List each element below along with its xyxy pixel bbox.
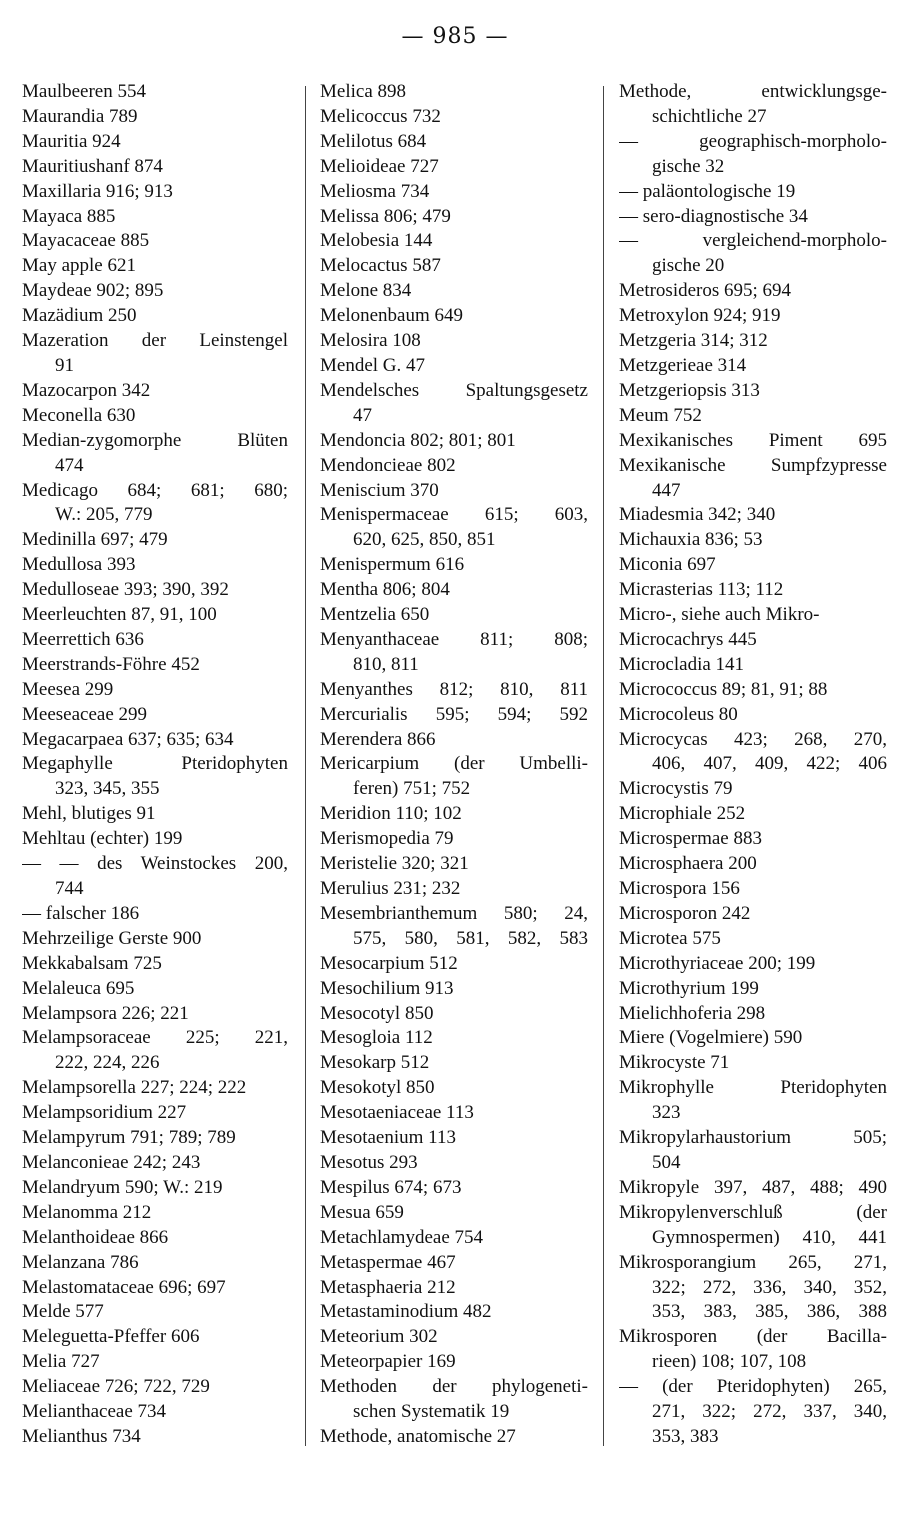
- index-entry: Miconia 697: [619, 554, 716, 576]
- index-entry: Mikropylarhaustorium 505;: [619, 1127, 887, 1149]
- index-entry: Megacarpaea 637; 635; 634: [22, 728, 234, 750]
- index-entry: Median-zygomorphe Blüten: [22, 429, 288, 451]
- index-entry: Menyanthaceae 811; 808;: [320, 628, 588, 650]
- index-entry: Mehrzeilige Gerste 900: [22, 927, 202, 949]
- index-entry: Mesembrianthemum 580; 24,: [320, 902, 588, 924]
- index-entry-continuation: 744: [55, 878, 84, 899]
- index-entry-continuation: 474: [55, 454, 84, 476]
- index-entry: Mespilus 674; 673: [320, 1176, 462, 1198]
- index-entry: Merulius 231; 232: [320, 878, 461, 899]
- index-entry: Mikrosporangium 265, 271,: [619, 1251, 887, 1273]
- index-entry: Meconella 630: [22, 404, 136, 426]
- index-entry: Miadesmia 342; 340: [619, 504, 776, 526]
- index-entry: — geographisch-morpholo-: [619, 130, 887, 152]
- index-entry-continuation: 47: [353, 404, 372, 426]
- index-entry: Methode, entwicklungsge-: [619, 81, 887, 102]
- index-entry: Medicago 684; 681; 680;: [22, 479, 288, 501]
- index-entry: Metastaminodium 482: [320, 1301, 492, 1323]
- index-entry: Melicoccus 732: [320, 105, 441, 127]
- index-entry: Mericarpium (der Umbelli-: [320, 753, 588, 775]
- index-entry: Meum 752: [619, 404, 702, 426]
- index-entry: Medinilla 697; 479: [22, 529, 168, 551]
- index-entry: Maulbeeren 554: [22, 81, 146, 102]
- index-entry: Metaspermae 467: [320, 1251, 456, 1273]
- index-entry: Metachlamydeae 754: [320, 1226, 484, 1248]
- index-column-2: [320, 80, 588, 1450]
- index-entry: Micrasterias 113; 112: [619, 579, 784, 601]
- index-entry: — falscher 186: [22, 902, 140, 924]
- index-entry: Micrococcus 89; 81, 91; 88: [619, 678, 828, 700]
- index-entry: Mayacaceae 885: [22, 230, 150, 252]
- index-entry: Maydeae 902; 895: [22, 280, 164, 302]
- index-entry: Menyanthes 812; 810, 811: [320, 678, 588, 700]
- index-entry-continuation: 91: [55, 354, 74, 376]
- index-entry: Meerrettich 636: [22, 628, 144, 650]
- index-entry-continuation: 322; 272, 336, 340, 352,: [652, 1276, 887, 1298]
- index-entry: — sero-diagnostische 34: [619, 205, 808, 227]
- index-entry: Melampsoraceae 225; 221,: [22, 1027, 288, 1049]
- index-entry: Melanthoideae 866: [22, 1226, 169, 1248]
- index-entry: Microcystis 79: [619, 778, 733, 800]
- index-entry: Mazocarpon 342: [22, 379, 151, 401]
- index-entry: Microsphaera 200: [619, 853, 757, 875]
- index-entry: Melone 834: [320, 280, 412, 302]
- index-entry: Melastomataceae 696; 697: [22, 1276, 226, 1298]
- index-entry: Mikropylenverschluß (der: [619, 1201, 887, 1223]
- index-entry: Microphiale 252: [619, 803, 746, 825]
- index-entry-continuation: gische 32: [652, 155, 725, 177]
- index-entry-continuation: 504: [652, 1151, 681, 1173]
- index-entry: Menispermaceae 615; 603,: [320, 504, 588, 526]
- index-entry: Medullosa 393: [22, 554, 136, 576]
- index-entry: Mikrosporen (der Bacilla-: [619, 1326, 887, 1348]
- index-column-1: [22, 80, 288, 1450]
- column-divider: [305, 86, 306, 1446]
- index-entry: Microcladia 141: [619, 653, 745, 675]
- index-entry: Melde 577: [22, 1301, 104, 1323]
- index-entry: Melanconieae 242; 243: [22, 1151, 201, 1173]
- index-entry: Metasphaeria 212: [320, 1276, 456, 1298]
- index-entry: Meleguetta-Pfeffer 606: [22, 1326, 200, 1348]
- index-entry: Mendoncieae 802: [320, 454, 456, 476]
- index-entry: Mentzelia 650: [320, 604, 430, 626]
- index-entry: Medulloseae 393; 390, 392: [22, 579, 229, 601]
- index-entry-continuation: Gymnospermen) 410, 441: [652, 1226, 887, 1248]
- index-entry: Micro-, siehe auch Mikro-: [619, 604, 820, 626]
- index-entry: Melandryum 590; W.: 219: [22, 1176, 223, 1198]
- index-entry: Menispermum 616: [320, 554, 465, 576]
- index-entry: Mielichhoferia 298: [619, 1002, 766, 1024]
- index-entry-continuation: 323: [652, 1102, 681, 1124]
- index-entry: Mesocotyl 850: [320, 1002, 434, 1024]
- index-entry: Metroxylon 924; 919: [619, 305, 781, 327]
- index-entry: — vergleichend-morpholo-: [619, 230, 887, 252]
- index-entry: Melanzana 786: [22, 1251, 139, 1273]
- index-entry: Melampsorella 227; 224; 222: [22, 1077, 247, 1099]
- index-entry: Mesokotyl 850: [320, 1077, 435, 1099]
- index-entry: Mesotaeniaceae 113: [320, 1102, 474, 1124]
- index-entry: Melocactus 587: [320, 255, 441, 277]
- index-entry: Mendoncia 802; 801; 801: [320, 429, 516, 451]
- index-entry: Melonenbaum 649: [320, 305, 464, 327]
- index-entry: Mentha 806; 804: [320, 579, 450, 601]
- index-entry: Melica 898: [320, 81, 407, 102]
- column-divider: [603, 86, 604, 1446]
- index-entry-continuation: 620, 625, 850, 851: [353, 529, 496, 551]
- index-entry: Merendera 866: [320, 728, 436, 750]
- index-entry: May apple 621: [22, 255, 136, 277]
- index-entry: Melampsora 226; 221: [22, 1002, 189, 1024]
- index-entry: Microspora 156: [619, 878, 740, 899]
- index-entry: Mikrocyste 71: [619, 1052, 730, 1074]
- index-entry: Metrosideros 695; 694: [619, 280, 792, 302]
- index-entry: Melilotus 684: [320, 130, 427, 152]
- index-entry-continuation: 353, 383: [652, 1425, 719, 1447]
- index-entry-continuation: 323, 345, 355: [55, 778, 160, 800]
- index-entry: Mayaca 885: [22, 205, 116, 227]
- index-entry: Microsporon 242: [619, 902, 751, 924]
- index-entry: Metzgeriopsis 313: [619, 379, 760, 401]
- index-entry: Meteorpapier 169: [320, 1351, 456, 1373]
- index-entry: Microcycas 423; 268, 270,: [619, 728, 887, 750]
- index-entry: Mekkabalsam 725: [22, 952, 162, 974]
- index-entry: Mehl, blutiges 91: [22, 803, 156, 825]
- index-entry: Melanomma 212: [22, 1201, 152, 1223]
- index-entry: Mikropyle 397, 487, 488; 490: [619, 1176, 887, 1198]
- index-entry: Mendelsches Spaltungsgesetz: [320, 379, 588, 401]
- index-entry: Microthyrium 199: [619, 977, 759, 999]
- page-number: — 985 —: [401, 24, 509, 49]
- index-entry: Microcoleus 80: [619, 703, 738, 725]
- index-entry: Merismopedia 79: [320, 828, 454, 850]
- index-entry-continuation: 810, 811: [353, 653, 419, 675]
- index-entry: Meniscium 370: [320, 479, 439, 501]
- index-entry: Mesocarpium 512: [320, 952, 458, 974]
- index-entry: Mazädium 250: [22, 305, 137, 327]
- index-entry: Meeseaceae 299: [22, 703, 148, 725]
- index-entry: Mikrophylle Pteridophyten: [619, 1077, 887, 1099]
- index-column-3: [619, 80, 887, 1450]
- index-entry-continuation: 222, 224, 226: [55, 1052, 160, 1074]
- index-entry: — paläontologische 19: [619, 180, 796, 202]
- index-entry: Melissa 806; 479: [320, 205, 451, 227]
- index-entry: Meerstrands-Föhre 452: [22, 653, 200, 675]
- index-entry: Meristelie 320; 321: [320, 853, 469, 875]
- index-entry: Megaphylle Pteridophyten: [22, 753, 288, 775]
- index-entry: Michauxia 836; 53: [619, 529, 763, 551]
- index-entry: Microspermae 883: [619, 828, 762, 850]
- index-entry: Mesokarp 512: [320, 1052, 430, 1074]
- index-entry: Mesochilium 913: [320, 977, 454, 999]
- index-entry-continuation: 447: [652, 479, 681, 501]
- index-entry: Mehltau (echter) 199: [22, 828, 183, 850]
- index-entry: Meridion 110; 102: [320, 803, 462, 825]
- index-entry-continuation: 406, 407, 409, 422; 406: [652, 753, 887, 775]
- index-entry: Melianthus 734: [22, 1425, 141, 1447]
- index-entry-continuation: feren) 751; 752: [353, 778, 471, 800]
- index-entry-continuation: 353, 383, 385, 386, 388: [652, 1301, 887, 1323]
- index-entry: — (der Pteridophyten) 265,: [619, 1376, 887, 1398]
- index-entry: Methoden der phylogeneti-: [320, 1376, 588, 1398]
- index-entry: — — des Weinstockes 200,: [22, 853, 288, 875]
- index-entry-continuation: rieen) 108; 107, 108: [652, 1351, 807, 1373]
- index-entry-continuation: schen Systematik 19: [353, 1401, 510, 1423]
- index-entry: Mesotaenium 113: [320, 1127, 456, 1149]
- index-entry: Mesua 659: [320, 1201, 404, 1223]
- index-entry: Mesogloia 112: [320, 1027, 433, 1049]
- index-entry: Miere (Vogelmiere) 590: [619, 1027, 803, 1049]
- index-entry: Maxillaria 916; 913: [22, 180, 173, 202]
- index-entry: Microtea 575: [619, 927, 721, 949]
- index-entry-continuation: W.: 205, 779: [55, 504, 153, 526]
- index-entry: Meteorium 302: [320, 1326, 438, 1348]
- index-entry: Meliosma 734: [320, 180, 430, 202]
- index-entry: Microcachrys 445: [619, 628, 757, 650]
- index-entry: Metzgeria 314; 312: [619, 330, 768, 352]
- index-entry: Mauritiushanf 874: [22, 155, 163, 177]
- index-entry-continuation: gische 20: [652, 255, 725, 277]
- index-entry-continuation: schichtliche 27: [652, 105, 767, 127]
- index-entry: Melosira 108: [320, 330, 421, 352]
- index-entry: Microthyriaceae 200; 199: [619, 952, 816, 974]
- index-entry: Meliaceae 726; 722, 729: [22, 1376, 210, 1398]
- index-entry: Mexikanische Sumpfzypresse: [619, 454, 887, 476]
- index-entry: Methode, anatomische 27: [320, 1425, 516, 1447]
- index-entry: Mesotus 293: [320, 1151, 418, 1173]
- index-entry: Metzgerieae 314: [619, 354, 747, 376]
- index-entry: Melampsoridium 227: [22, 1102, 187, 1124]
- index-entry: Mauritia 924: [22, 130, 121, 152]
- index-entry: Melobesia 144: [320, 230, 433, 252]
- index-entry: Meesea 299: [22, 678, 114, 700]
- index-entry-continuation: 575, 580, 581, 582, 583: [353, 927, 588, 949]
- index-entry: Melianthaceae 734: [22, 1401, 167, 1423]
- index-entry: Melampyrum 791; 789; 789: [22, 1127, 236, 1149]
- index-entry: Mercurialis 595; 594; 592: [320, 703, 588, 725]
- index-entry: Melaleuca 695: [22, 977, 135, 999]
- index-entry: Melioideae 727: [320, 155, 439, 177]
- index-entry-continuation: 271, 322; 272, 337, 340,: [652, 1401, 887, 1423]
- index-entry: Meerleuchten 87, 91, 100: [22, 604, 217, 626]
- index-entry: Mazeration der Leinstengel: [22, 330, 288, 352]
- index-entry: Mendel G. 47: [320, 354, 426, 376]
- index-entry: Maurandia 789: [22, 105, 138, 127]
- index-entry: Mexikanisches Piment 695: [619, 429, 887, 451]
- index-entry: Melia 727: [22, 1351, 100, 1373]
